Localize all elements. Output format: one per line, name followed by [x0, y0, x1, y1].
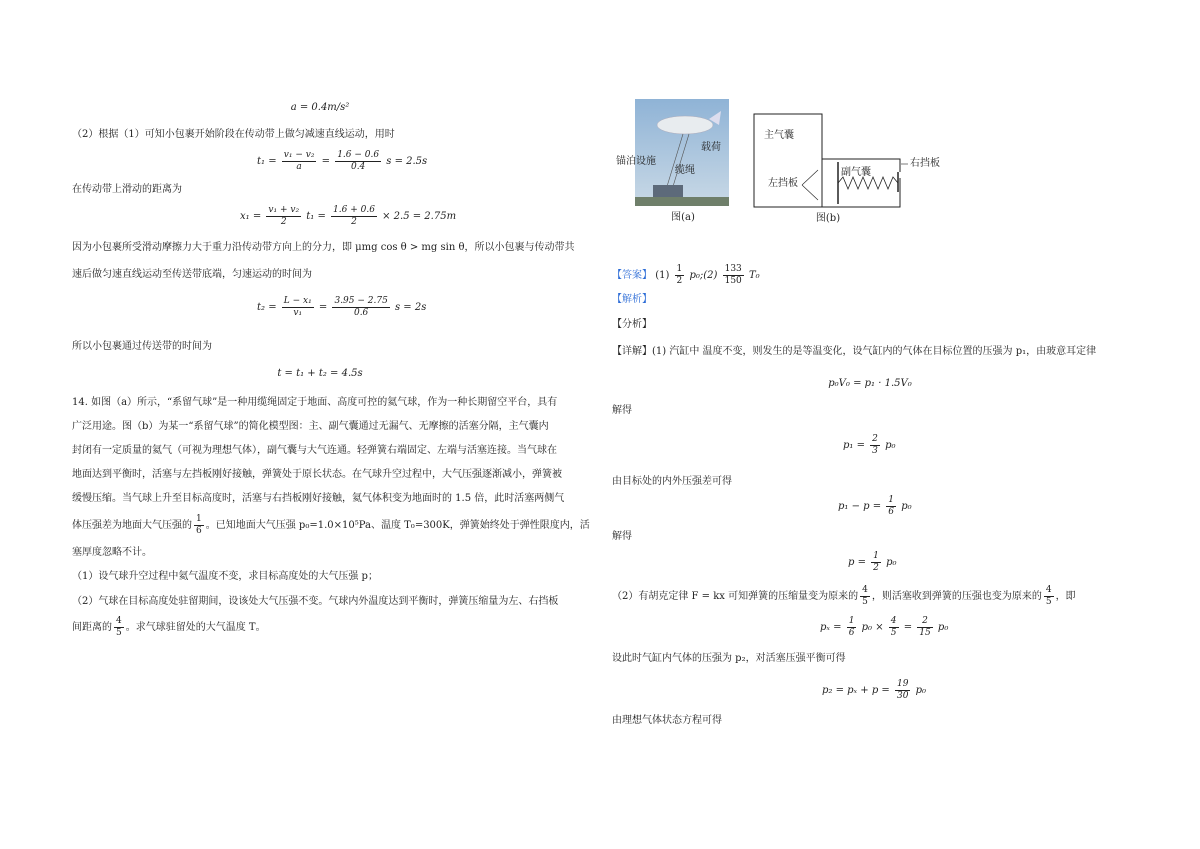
question-14-line: 广泛用途。图（b）为某一“系留气球”的简化模型图：主、副气囊通过无漏气、无摩擦的活塞分隔，主气囊内 — [72, 421, 549, 432]
equation-p: p = $\frac{1}{2}$ p₀ — [848, 551, 897, 573]
question-14-subquestion-2: （2）气球在目标高度处驻留期间，设该处大气压强不变。气球内外温度达到平衡时，弹簧压缩量为左、右挡板 — [72, 596, 559, 607]
equation-px: pₓ = $\frac{1}{6}$ p₀ × $\frac{4}{5}$ = $\frac{2}{15}$ p₀ — [820, 616, 949, 638]
detail-line: 【详解】(1) 汽缸中 温度不变，则发生的是等温变化，设气缸内的气体在目标位置的压强为 p₁，由玻意耳定律 — [612, 346, 1097, 357]
analysis-label: 【解析】 — [612, 294, 652, 305]
question-14-subquestion-1: （1）设气球升空过程中氦气温度不变，求目标高度处的大气压强 p； — [72, 571, 378, 582]
paragraph: 由理想气体状态方程可得 — [612, 715, 722, 726]
figure-a-caption: 图(a) — [671, 212, 695, 223]
figure-a — [613, 97, 733, 232]
paragraph: 因为小包裹所受滑动摩擦力大于重力沿传动带方向上的分力，即 μmg cos θ > mg sin θ，所以小包裹与传动带共 — [72, 242, 575, 253]
paragraph: 速后做匀速直线运动至传送带底端，匀速运动的时间为 — [72, 269, 312, 280]
question-14-line: 体压强差为地面大气压强的 $\frac{1}{6}$ 。已知地面大气压强 p₀=1.0×10⁵Pa、温度 T₀=300K，弹簧始终处于弹性限度内，活 — [72, 514, 590, 536]
question-14-line: 塞厚度忽略不计。 — [72, 547, 152, 558]
answer-line: 【答案】 (1) $\frac{1}{2}$ p₀;(2) $\frac{133}{150}$ T₀ — [612, 264, 760, 286]
equation-boyle: p₀V₀ = p₁ · 1.5V₀ — [828, 378, 912, 389]
paragraph: 在传动带上滑动的距离为 — [72, 184, 182, 195]
figure-a-label-anchor: 锚泊设施 — [616, 156, 656, 167]
equation-p1: p₁ = $\frac{2}{3}$ p₀ — [843, 434, 896, 456]
paragraph-hooke: （2）有胡克定律 F = kx 可知弹簧的压缩量变为原来的 $\frac{4}{5}$ ，则活塞收到弹簧的压强也变为原来的 $\frac{4}{5}$ ，即 — [612, 585, 1076, 607]
paragraph: 解得 — [612, 405, 632, 416]
paragraph: （2）根据（1）可知小包裹开始阶段在传动带上做匀减速直线运动，用时 — [72, 129, 395, 140]
section-label: 【分析】 — [612, 319, 652, 330]
paragraph: 所以小包裹通过传送带的时间为 — [72, 341, 212, 352]
equation-t1: t₁ = $\frac{\text{v₁ − v₂}}{a}$ = $\frac{1.6 - 0.6}{0.4}$ s = 2.5s — [257, 150, 428, 172]
figure-b-label-main: 主气囊 — [764, 130, 794, 141]
question-14-line: 14. 如图（a）所示，“系留气球”是一种用缆绳固定于地面、高度可控的氦气球，作为一种长期留空平台，具有 — [72, 397, 558, 408]
figure-b-caption: 图(b) — [815, 213, 841, 224]
figure-a-label-cable: 缆绳 — [675, 165, 695, 176]
figure-b-label-left-stop: 左挡板 — [768, 178, 798, 189]
equation-x1: x₁ = $\frac{\text{v₁ + v₂}}{2}$ t₁ = $\frac{1.6 + 0.6}{2}$ × 2.5 = 2.75m — [240, 205, 457, 227]
paragraph: 解得 — [612, 531, 632, 542]
figure-b — [748, 112, 958, 224]
equation-t2: t₂ = $\frac{\text{L − x₁}}{\text{v₁}}$ = $\frac{3.95 - 2.75}{0.6}$ s = 2s — [257, 296, 427, 318]
equation-t-total: t = t₁ + t₂ = 4.5s — [277, 368, 363, 379]
figure-a-label-payload: 载荷 — [701, 142, 721, 153]
question-14-line: 缓慢压缩。当气球上升至目标高度时，活塞与右挡板刚好接触，氦气体积变为地面时的 1.5 倍，此时活塞两侧气 — [72, 493, 565, 504]
figure-b-label-right-stop: 右挡板 — [910, 158, 940, 169]
question-14-line: 封闭有一定质量的氦气（可视为理想气体），副气囊与大气连通。轻弹簧右端固定、左端与活塞连接。当气球在 — [72, 445, 557, 456]
question-14-subquestion-2-cont: 间距离的 $\frac{4}{5}$ 。求气球驻留处的大气温度 T。 — [72, 616, 266, 638]
question-14-line: 地面达到平衡时，活塞与左挡板刚好接触，弹簧处于原长状态。在气球升空过程中，大气压强逐渐减小，弹簧被 — [72, 469, 562, 480]
equation-diff: p₁ − p = $\frac{1}{6}$ p₀ — [838, 495, 912, 517]
paragraph: 设此时气缸内气体的压强为 p₂，对活塞压强平衡可得 — [612, 653, 846, 664]
paragraph: 由目标处的内外压强差可得 — [612, 476, 732, 487]
equation-acceleration: a = 0.4m/s² — [290, 102, 350, 113]
figure-b-label-aux: 副气囊 — [841, 167, 871, 178]
equation-p2: p₂ = pₓ + p = $\frac{19}{30}$ p₀ — [822, 679, 927, 701]
